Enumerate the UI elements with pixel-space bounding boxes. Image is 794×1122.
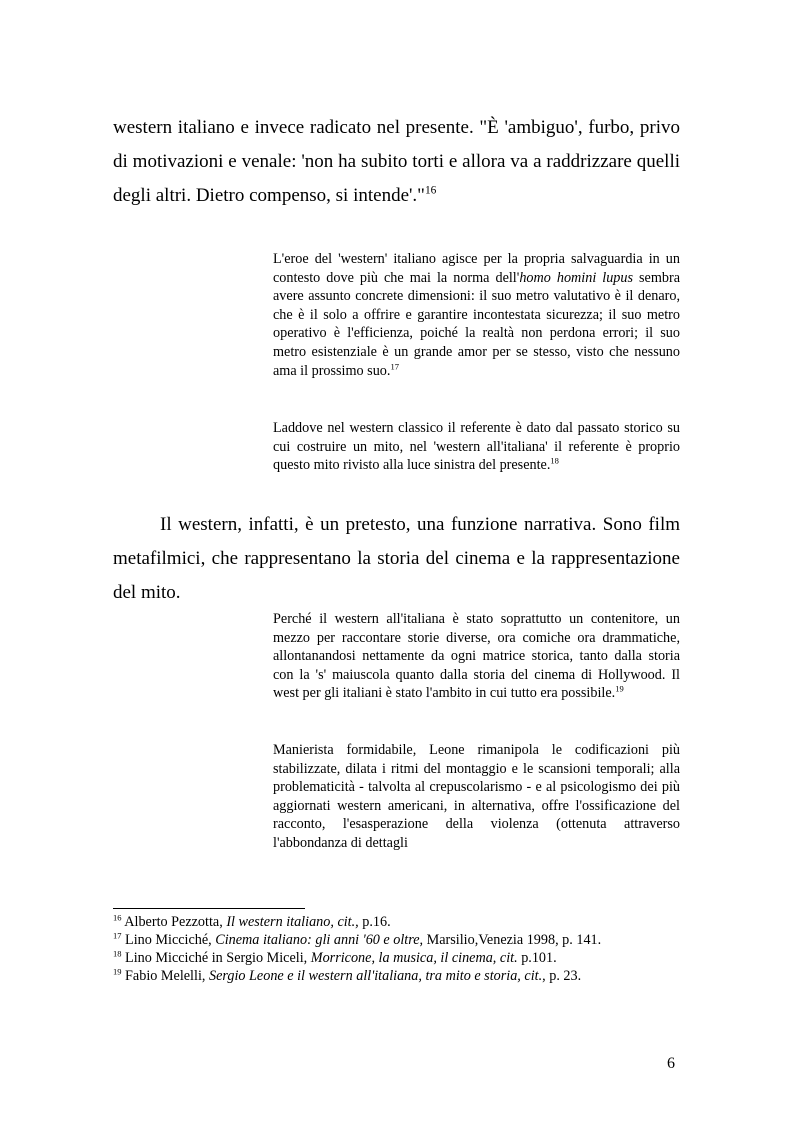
- body-paragraph-1: [113, 111, 680, 213]
- footnote-ref-16: 16: [424, 184, 437, 197]
- footnote-number: 19: [113, 966, 122, 977]
- footnote-ref-17: 17: [390, 360, 399, 371]
- footnote-number: 17: [113, 930, 122, 941]
- footnote-rest: p.16.: [358, 914, 391, 930]
- footnote-number: 16: [113, 912, 122, 923]
- footnote-author: Lino Micciché,: [125, 932, 216, 948]
- footnote-18: [113, 949, 713, 967]
- block-quote-2: [273, 419, 680, 475]
- body-paragraph-2: [113, 508, 680, 610]
- block-quote-1-text-a: L'eroe del 'western' italiano agisce per la propria salvaguardia in un contesto dove più che mai la norma dell': [273, 251, 680, 286]
- footnote-separator: [113, 908, 305, 909]
- footnote-17: [113, 931, 713, 949]
- page-number: 6: [667, 1055, 675, 1072]
- footnote-16: [113, 913, 713, 931]
- footnote-rest: Marsilio,Venezia 1998, p. 141.: [423, 932, 602, 948]
- footnote-author: Alberto Pezzotta,: [124, 914, 227, 930]
- block-quote-4-text: Manierista formidabile, Leone rimanipola le codificazioni più stabilizzate, dilata i ritmi del montaggio e le scansioni temporali; alla problematicità - talvolta al crepuscolarismo - e al psicologismo dei più aggiornati western americani, in alternativa, offre l'ossificazione del racconto, l'esasperazione della violenza (ottenuta attraverso l'abbondanza di dettagli: [273, 742, 680, 851]
- footnote-author: Lino Micciché in Sergio Miceli,: [125, 950, 311, 966]
- block-quote-2-text: Laddove nel western classico il referente è dato dal passato storico su cui costruire un mito, nel 'western all'italiana' il referente è proprio questo mito rivisto alla luce sinistra del presente.: [273, 420, 680, 474]
- block-quote-3: [273, 610, 680, 703]
- footnote-title: Cinema italiano: gli anni '60 e oltre,: [215, 932, 424, 948]
- footnote-rest: , p. 23.: [542, 968, 582, 984]
- footnote-ref-19: 19: [615, 683, 624, 694]
- block-quote-4: [273, 741, 680, 853]
- footnote-title: Il western italiano, cit.,: [226, 914, 359, 930]
- footnote-author: Fabio Melelli,: [125, 968, 209, 984]
- block-quote-3-text: Perché il western all'italiana è stato soprattutto un contenitore, un mezzo per raccontare storie diverse, ora comiche ora drammatiche, allontanandosi nettamente da ogni matrice storica, tanto dalla storia con la 's' maiuscola quanto dalla storia del cinema di Hollywood. Il west per gli italiani è stato l'ambito in cui tutto era possibile.: [273, 611, 680, 702]
- block-quote-1: [273, 250, 680, 380]
- footnote-title: Morricone, la musica, il cinema, cit.: [310, 950, 518, 966]
- block-quote-1-text-b: sembra avere assunto concrete dimensioni: il suo metro valutativo è il denaro, che è il solo a offrire e garantire incontestata sicurezza; il suo metro operativo è l'efficienza, poiché la realtà non perdona errori; il suo metro esistenziale è un grande amor per se stesso, visto che nessuno ama il prossimo suo.: [273, 269, 680, 379]
- footnote-rest: p.101.: [517, 950, 557, 966]
- footnotes: [113, 913, 713, 985]
- footnote-19: [113, 967, 713, 985]
- block-quote-1-italic: homo homini lupus: [519, 269, 634, 286]
- footnote-title: Sergio Leone e il western all'italiana, tra mito e storia, cit.: [208, 968, 543, 984]
- footnote-ref-18: 18: [550, 455, 559, 466]
- footnote-number: 18: [113, 948, 122, 959]
- body-paragraph-2-text: Il western, infatti, è un pretesto, una funzione narrativa. Sono film metafilmici, che rappresentano la storia del cinema e la rappresentazione del mito.: [113, 514, 680, 603]
- body-paragraph-1-text: western italiano e invece radicato nel presente. "È 'ambiguo', furbo, privo di motivazioni e venale: 'non ha subito torti e allora va a raddrizzare quelli degli altri. Dietro compenso, si intende'.": [113, 117, 680, 206]
